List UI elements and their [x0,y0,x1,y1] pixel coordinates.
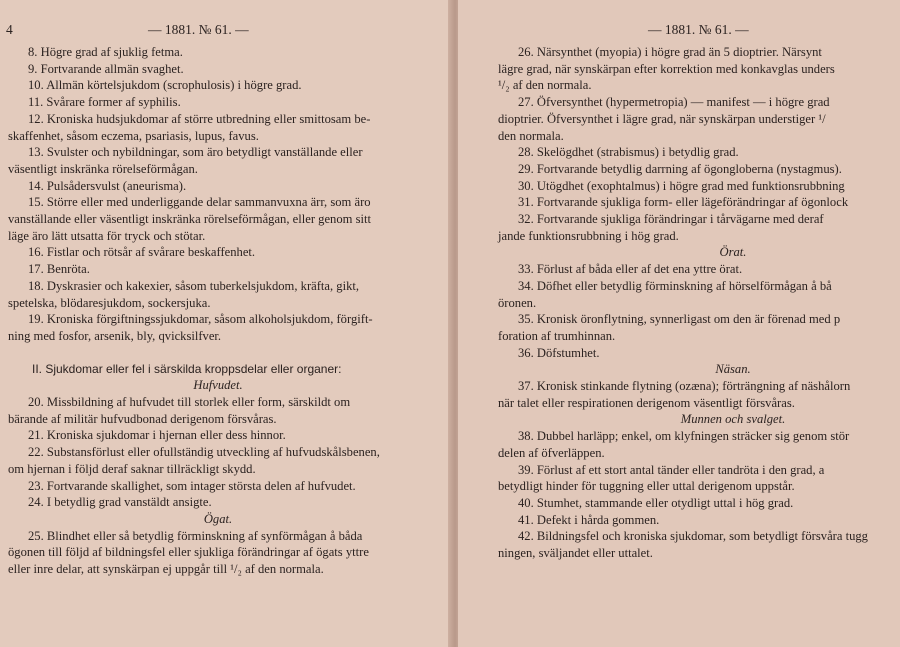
text-line: 20. Missbildning af hufvudet till storlek eller form, särskildt om [28,395,351,410]
text-line: jande funktionsrubbning i hög grad. [498,228,679,243]
text-line: vanställande eller väsentligt inskränka rörelseförmågan, eller genom sitt [8,212,371,227]
text-line: delen af öfverläppen. [498,445,605,460]
text-line: 25. Blindhet eller så betydlig förminskning af synförmågan å båda [28,528,363,543]
text-line: lägre grad, när synskärpan efter korrektion med konkavglas unders [498,61,835,76]
left-page-text [8,44,428,578]
text-line: 28. Skelögdhet (strabismus) i betydlig grad. [518,145,739,160]
right-page-text [498,44,900,562]
text-line: 23. Fortvarande skallighet, som intager största delen af hufvudet. [28,478,356,493]
text-line: spetelska, blödaresjukdom, sockersjuka. [8,295,211,310]
section-heading: Ögat. [203,511,233,526]
text-line: ¹/₂ af den normala. [498,78,592,93]
text-line: 29. Fortvarande betydlig darrning af ögongloberna (nystagmus). [518,161,842,176]
text-line: när talet eller respirationen derigenom väsentligt försvåras. [498,395,795,410]
left-page-header: — 1881. № 61. — [148,22,249,37]
right-page [458,0,900,647]
text-line: 18. Dyskrasier och kakexier, såsom tuberkelsjukdom, kräfta, gikt, [28,278,360,293]
text-line: 19. Kroniska förgiftningssjukdomar, såsom alkoholsjukdom, förgift- [28,312,373,327]
text-line: eller inre delar, att synskärpan ej uppgår till ¹/₂ af den normala. [8,562,324,577]
part-heading: II. Sjukdomar eller fel i särskilda kroppsdelar eller organer: [32,361,342,376]
text-line: 12. Kroniska hudsjukdomar af större utbredning eller smittosam be- [28,111,371,126]
text-line [8,345,428,361]
text-line: 40. Stumhet, stammande eller otydligt uttal i hög grad. [518,495,794,510]
left-page-number: 4 [6,22,13,37]
text-line: 22. Substansförlust eller ofullständig utveckling af hufvudskålsbenen, [28,445,380,460]
text-line: 37. Kronisk stinkande flytning (ozæna); förträngning af näshålorn [518,379,851,394]
text-line: 27. Öfversynthet (hypermetropia) — manifest — i högre grad [518,95,830,110]
text-line: 26. Närsynthet (myopia) i högre grad än 5 dioptrier. Närsynt [518,45,822,59]
text-line: läge äro lätt utsatta för tryck och stötar. [8,228,206,243]
text-line: ning med fosfor, arsenik, bly, qvicksilfver. [8,328,222,343]
text-line: betydligt hinder för tuggning eller uttal derigenom uppstår. [498,479,795,494]
right-page-header: — 1881. № 61. — [648,22,749,37]
text-line: 34. Döfhet eller betydlig förminskning af hörselförmågan å bå [518,278,832,293]
text-line: 42. Bildningsfel och kroniska sjukdomar, som betydligt försvåra tugg [518,529,868,544]
section-heading: Munnen och svalget. [680,412,786,427]
text-line: 36. Döfstumhet. [518,345,600,360]
text-line: väsentligt inskränka rörelseförmågan. [8,161,198,176]
text-line: 24. I betydlig grad vanstäldt ansigte. [28,495,212,510]
text-line: 41. Defekt i hårda gommen. [518,512,660,527]
text-line: 13. Svulster och nybildningar, som äro betydligt vanställande eller [28,145,363,160]
text-line: ningen, sväljandet eller uttalet. [498,546,653,561]
text-line: 15. Större eller med underliggande delar sammanvuxna ärr, som äro [28,195,371,210]
text-line: 10. Allmän körtelsjukdom (scrophulosis) i högre grad. [28,78,302,93]
text-line: 21. Kroniska sjukdomar i hjernan eller dess hinnor. [28,428,286,443]
text-line: bärande af militär hufvudbonad derigenom försvåras. [8,411,277,426]
text-line: dioptrier. Öfversynthet i lägre grad, när synskärpan understiger ¹/ [498,111,826,126]
text-line: 17. Benröta. [28,262,90,277]
text-line: 8. Högre grad af sjuklig fetma. [28,45,183,59]
text-line: 38. Dubbel harläpp; enkel, om klyfningen sträcker sig genom stör [518,429,850,444]
text-line: foration af trumhinnan. [498,328,616,343]
section-heading: Näsan. [715,362,751,377]
text-line: 33. Förlust af båda eller af det ena yttre örat. [518,262,743,277]
text-line: 32. Fortvarande sjukliga förändringar i tårvägarne med deraf [518,212,824,227]
text-line: 39. Förlust af ett stort antal tänder eller tandröta i den grad, a [518,462,825,477]
text-line: 14. Pulsådersvulst (aneurisma). [28,178,187,193]
section-heading: Hufvudet. [193,378,243,393]
text-line: 16. Fistlar och rötsår af svårare beskaffenhet. [28,245,256,260]
text-line: 9. Fortvarande allmän svaghet. [28,61,184,76]
text-line: om hjernan i följd deraf saknar tillräckligt skydd. [8,461,256,476]
text-line: den normala. [498,128,564,143]
text-line: 31. Fortvarande sjukliga form- eller lägeförändringar af ögonlock [518,195,849,210]
text-line: ögonen till följd af bildningsfel eller sjukliga förändringar af ögats yttre [8,545,369,560]
section-heading: Örat. [719,245,747,260]
text-line: 11. Svårare former af syphilis. [28,95,181,110]
text-line: skaffenhet, såsom eczema, psariasis, lupus, favus. [8,128,259,143]
text-line: 35. Kronisk öronflytning, synnerligast om den är förenad med p [518,312,841,327]
text-line: 30. Utögdhet (exophtalmus) i högre grad med funktionsrubbning [518,178,845,193]
text-line: öronen. [498,295,537,310]
